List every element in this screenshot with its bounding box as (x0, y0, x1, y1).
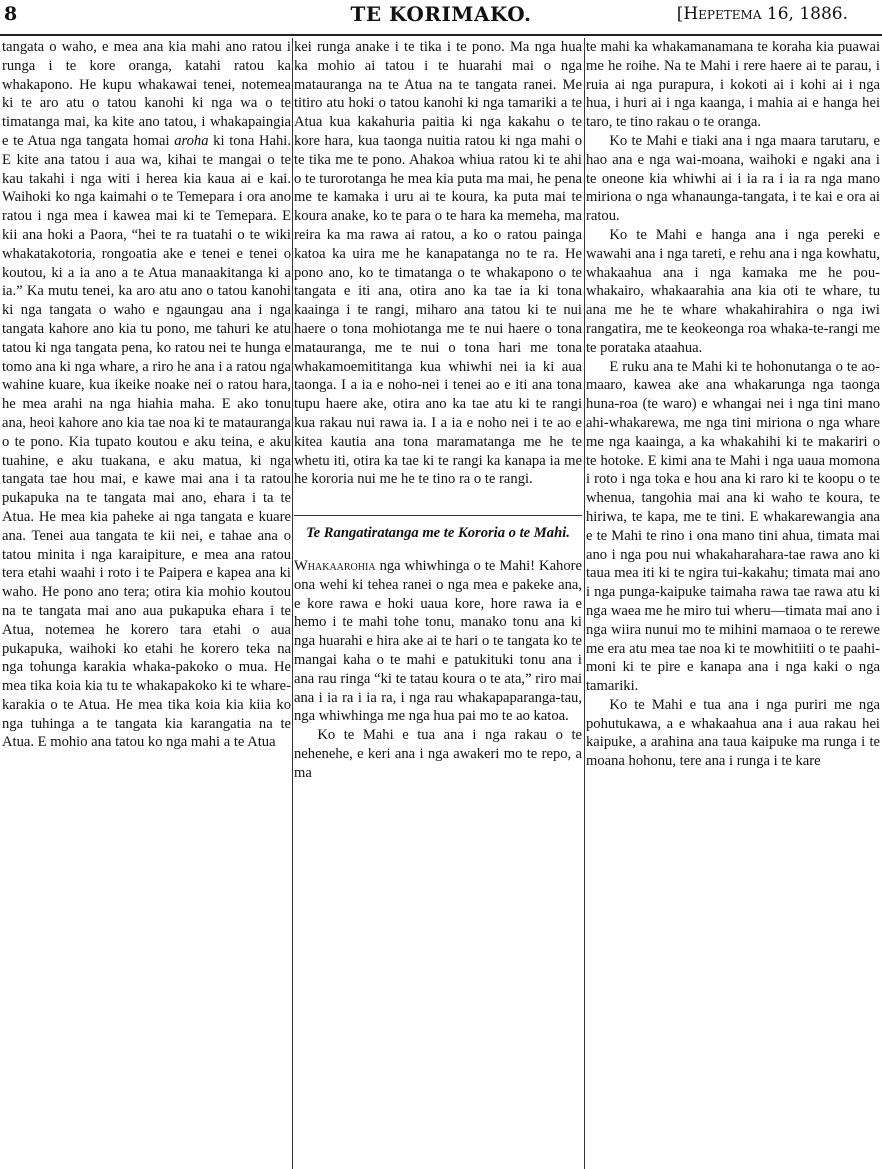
paragraph: kei runga anake i te tika i te pono. Ma nga hua ka mohio ai tatou i te huarahi mai o nga matauranga na te Atua na te tangata ranei. Me titiro atu hoki o tatou kanohi ki nga tamariki a te Atua kua kakahuria paitia ki nga kakahu o te kore hara, kua taonga nuitia ratou ki nga mahi o te tika me te pono. Ahakoa whiua ratou ki te ahi o te turorotanga he mea kia puta ma mai, he pena me te kamaka i uru ai te koura, ka puta mai te koura anake, ko te para o te hara ka memeha, ma reira ka ma rawa ai ratou, a ko o ratou painga katoa ka uira me he kanapatanga no te ra. He pono ano, ko te timatanga o te whakapono o te tangata e iti ana, otira ano ka tae ia ki tona kaainga i te rangi, miharo ana tatou ki te nui haere o tona mohiotanga me te nui haere o tona matauranga, me te nui o tona hari me tona whakamoemititanga kua whiwhi nei ia ki aua taonga. I a ia e noho-nei i tenei ao e iti ana tona tupu haere ake, otira ano ka tae atu ki te rangi kua rakau nui rawa ia. I a ia e noho nei i te ao e kitea kautia ana tona maramatanga me he te whetu iti, otira ka tae ki te rangi ka kanapa ia me he kororia nui me he te tino ra o te rangi. (294, 39, 582, 488)
lead-word: Whakaarohia (294, 557, 376, 574)
header-rule (0, 34, 882, 36)
masthead-title: TE KORIMAKO. (350, 2, 532, 26)
paragraph: E ruku ana te Mahi ki te hohonutanga o te ao-maaro, kawea ake ana whakarunga nga taonga huna-roa (te waro) e whangai nei i nga tini mano ahi-whakarewa, me nga tini miriona o nga whare me nga kaainga, a ka whakahihi ki te makariri o te hotoke. E kimi ana te Mahi i nga uaua momona i roto i nga toka e hou ana ki raro ki te koopu o te whenua, tangohia mai ana ki waho te koura, te hiriwa, te kapa, me te tini. E whakarewangia ana e te Mahi te rino i ona mano tini ahua, timata mai ano i nga pou nui whakaharahara-tae rawa ano ki taua mea iti ki te ngira tui-kakahu; timata mai ano i nga punga-kaipuke taimaha rawa tae rawa atu ki nga waea me he miro tui wheru—timata mai ano i nga wiira nunui mo te mihini mamaoa o te rerewe me era atu mea tae noa ki te mowhitiiti o te paahi-moni ki te pire e kanapa ana i nga kaki o nga tamariki. (586, 358, 880, 695)
paragraph: Ko te Mahi e hanga ana i nga pereki e wawahi ana i nga tareti, e rehu ana i nga kowhatu, whakaahua ana i nga kamaka me he pou-whakairo, whakaarahia ana kia oti te whare, tu ana me he te whare whakahirahira o nga iwi rangatira, me te keokeonga roa whaka-te-rangi me te porataka ataahua. (586, 226, 880, 356)
article-title: Te Rangatiratanga me te Kororia o te Mahi. (306, 525, 570, 542)
column-divider (292, 38, 293, 1169)
paragraph: Ko te Mahi e tua ana i nga puriri me nga pohutukawa, a e whakaahua ana i aua rakau hei kaipuke, a arahina ana taua kaipuke ma runga i te moana hohonu, tere ana i runga i te kare (586, 696, 880, 770)
column-3 (586, 38, 880, 1169)
page-header (0, 0, 882, 36)
column-2 (294, 38, 582, 1169)
paragraph: tangata o waho, e mea ana kia mahi ano ratou i runga i te kore oranga, katahi ratou ka whakapono. He kupu whakawai tenei, notemea ki te aro atu o tatou kanohi ki nga wa o te timatanga mai, ka kite ano tatou, i whakapaingia e te Atua nga tangata homai aroha ki tona Hahi. E kite ana tatou i aua wa, kihai te mangai o te kau takahi i nga witi i herea kia kaua ai e kai. Waihoki ko nga kaimahi o te Temepara i ora ano ratou i nga mea i kawea mai ki te Temepara. E kii ana hoki a Paora, “hei te ra tuatahi o te wiki whakatakotoria, rongoatia ake e tenei e tenei o koutou, ki a ia ano a te Atua manaakitanga ki a ia.” Ka mutu tenei, ka aro atu ano o tatou kanohi ki nga tangata o waho e ngaungau ana i nga tangata kahore ano kia tu pono, me tahuri ke atu tatou ki nga tangata pena, ko ratou nei te hunga e tomo ana ki nga whare, a riro he ana i a ratou nga wahine kuare, kua ikeike noake nei o ratou hara, he mea arahi na nga hiahia maha. E ako tonu ana, heoi kahore ano kia tae noa ki te matauranga o te pono. Kia tupato koutou e aku teina, e aku tuahine, e aku tuakana, e aku matua, ki nga tangata tae hou mai, e kawe mai ana i ta ratou pukapuka na te tangata mai ano, ehara i ta te Atua. He mea kia paheke ai nga tangata e kuare ana. Tenei aua tangata te kii nei, e tahae ana o tatou minita i nga karaipiture, e mea ana ratou tera etahi waahi i roto i te Paipera e kapea ana ki waho. He pono ano tera; otira kia mohio koutou na te tangata mai ano aua pukapuka ehara i te Atua, notemea he korero tara etahi o aua pukapuka, waihoki ko etahi he korero teka na nga tohunga karakia whaka-pakoko o mua. He mea tika koia kia tu te whakapakoko ki te whare-karakia o te Atua. He mea tika koia kia kiia ko nga tuhinga a te tangata kia karangatia na te Atua. E mohio ana tatou ko nga mahi a te Atua (2, 39, 291, 751)
page-number: 8 (4, 3, 18, 25)
paragraph: Ko te Mahi e tua ana i nga rakau o te nehenehe, e keri ana i nga awakeri mo te repo, a ma (294, 727, 582, 781)
issue-date: [Hepetema 16, 1886. (676, 4, 848, 24)
paragraph: Ko te Mahi e tiaki ana i nga maara tarutaru, e hao ana e nga wai-moana, waihoki e ngaki ana i te oneone kia whiwhi ai i ia ra i ia ra nga mano miriona o nga whanaunga-tangata, i te kai e ora ai ratou. (586, 132, 880, 225)
italic-word: aroha (174, 132, 209, 149)
paragraph: te mahi ka whakamanamana te koraha kia puawai me he roihe. Na te Mahi i rere haere ai te parau, i ruia ai nga purapura, i kokoti ai i kohi ai i nga hua, i huri ai i nga kaanga, i mahia ai e hanga hei taro, te tino rakau o te oranga. (586, 39, 880, 131)
column-divider (584, 38, 585, 1169)
paragraph: Whakaarohia nga whiwhinga o te Mahi! Kahore ona wehi ki tehea ranei o nga mea e pakeke ana, e kore rawa e hoki uaua kore, hore rawa ia e hemo i te mahi tohe tonu, manako tonu ana ki nga huarahi e hira ake ai te hari o te tangata ko te mangai kaha o te mahi e patukituki tonu ana i ana rau ringa “ki te tatau koura o te ata,” riro mai ana i ia ra i ia ra, i nga rau whakapaparanga-tau, nga whiwhinga me nga hua pai mo te ao katoa. (294, 557, 582, 725)
article-separator (294, 515, 582, 516)
date-month: Hepetema (683, 4, 762, 24)
column-1 (2, 38, 291, 1169)
